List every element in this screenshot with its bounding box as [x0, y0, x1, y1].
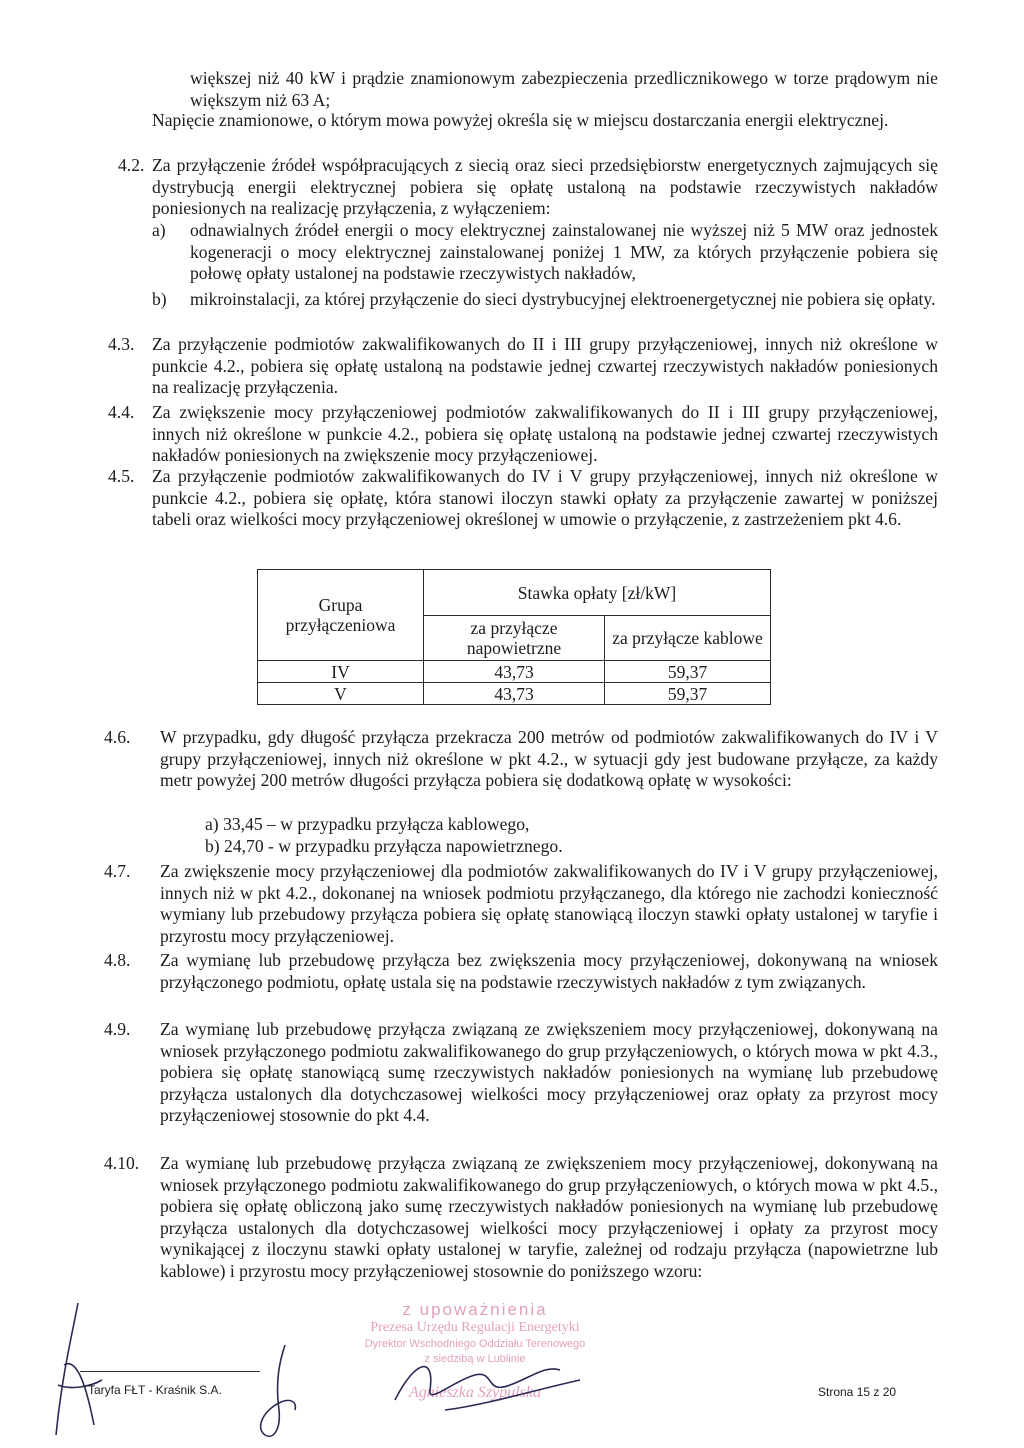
section-4-6-item-a: a) 33,45 – w przypadku przyłącza kablowego, — [205, 814, 530, 834]
list-label-b: b) — [152, 289, 167, 309]
section-number: 4.9. — [104, 1019, 131, 1039]
rate-header: Stawka opłaty [zł/kW] — [424, 570, 771, 616]
section-number: 4.8. — [104, 950, 131, 970]
section-4-8-text: Za wymianę lub przebudowę przyłącza bez zwiększenia mocy przyłączeniowej, dokonywaną na wniosek przyłączonego podmiotu, opłatę ustala się na podstawie rzeczywistych nakładów z tym związanych. — [160, 950, 938, 992]
cable-rate-cell: 59,37 — [605, 661, 771, 683]
section-number: 4.6. — [104, 727, 131, 747]
section-4-2-item-a: odnawialnych źródeł energii o mocy elektrycznej zainstalowanej nie wyższej niż 5 MW oraz jednostek kogeneracji o mocy elektrycznej zainstalowanej poniżej 1 MW, za których przyłączenie pobiera się połowę opłaty ustalonej na podstawie rzeczywistych nakładów, — [190, 220, 938, 283]
section-number: 4.4. — [108, 402, 135, 422]
handwritten-signature-left — [50, 1295, 110, 1445]
section-number: 4.3. — [108, 334, 135, 354]
section-number: 4.10. — [104, 1153, 140, 1173]
section-4-10-text: Za wymianę lub przebudowę przyłącza związaną ze zwiększeniem mocy przyłączeniowej, dokonywaną na wniosek przyłączonego podmiotu zakwalifikowanego do grup przyłączeniowych, o których mowa w pkt 4.5., pobiera się opłatę obliczoną jako sumę rzeczywistych nakładów poniesionych na wymianę lub przebudowę przyłącza ustalonych dla dotychczasowej wielkości mocy przyłączeniowej i opłaty za przyrost mocy wynikającej z iloczynu stawki opłaty ustalonej w taryfie, zależnej od rodzaju przyłącza (napowietrzne lub kablowe) i przyrostu mocy przyłączeniowej stosownie do poniższego wzoru: — [160, 1153, 938, 1281]
stamp-line: Dyrektor Wschodniego Oddziału Terenowego — [364, 1338, 586, 1350]
handwritten-signature-right — [385, 1350, 585, 1415]
section-4-2-item-b: mikroinstalacji, za której przyłączenie do sieci dystrybucyjnej elektroenergetycznej nie pobiera się opłaty. — [190, 289, 936, 309]
section-4-5-text: Za przyłączenie podmiotów zakwalifikowanych do IV i V grupy przyłączeniowej, innych niż określone w punkcie 4.2., pobiera się opłatę, która stanowi iloczyn stawki opłaty za przyłączenie zawartej w poniższej tabeli oraz wielkości mocy przyłączeniowej określonej w umowie o przyłączenie, z zastrzeżeniem pkt 4.6. — [152, 466, 938, 529]
intro-voltage-note: Napięcie znamionowe, o którym mowa powyżej określa się w miejscu dostarczania energii elektrycznej. — [152, 110, 889, 130]
list-label-a: a) — [152, 220, 166, 240]
col-overhead-header: za przyłącze napowietrzne — [424, 616, 605, 661]
footer-rule — [80, 1371, 260, 1372]
handwritten-initials — [245, 1340, 305, 1445]
section-number: 4.2. — [118, 155, 145, 175]
table-row — [258, 683, 771, 705]
section-4-2-text: Za przyłączenie źródeł współpracujących z siecią oraz sieci przedsiębiorstw energetycznych zajmujących się dystrybucją energii elektrycznej pobiera się opłatę ustaloną na podstawie rzeczywistych nakładów poniesionych na realizację przyłączenia, z wyłączeniem: — [152, 155, 938, 218]
group-cell: V — [258, 683, 424, 705]
rate-table — [257, 569, 771, 705]
section-number: 4.7. — [104, 861, 131, 881]
section-4-3-text: Za przyłączenie podmiotów zakwalifikowanych do II i III grupy przyłączeniowej, innych niż określone w punkcie 4.2., pobiera się opłatę ustaloną na podstawie jednej czwartej rzeczywistych nakładów poniesionych na realizację przyłączenia. — [152, 334, 938, 397]
section-4-6-text: W przypadku, gdy długość przyłącza przekracza 200 metrów od podmiotów zakwalifikowanych do IV i V grupy przyłączeniowej, innych niż określone w pkt 4.2., w sytuacji gdy jest budowane przyłącze, za każdy metr powyżej 200 metrów długości przyłącza pobiera się dodatkową opłatę w wysokości: — [160, 727, 938, 790]
section-4-4-text: Za zwiększenie mocy przyłączeniowej podmiotów zakwalifikowanych do II i III grupy przyłączeniowej, innych niż określone w punkcie 4.2., pobiera się opłatę ustaloną na podstawie jednej czwartej rzeczywistych nakładów poniesionych na zwiększenie mocy przyłączeniowej. — [152, 402, 938, 465]
section-4-6-item-b: b) 24,70 - w przypadku przyłącza napowietrznego. — [205, 836, 563, 856]
table-row — [258, 661, 771, 683]
group-header: Grupa przyłączeniowa — [258, 570, 424, 661]
group-cell: IV — [258, 661, 424, 683]
col-cable-header: za przyłącze kablowe — [605, 616, 771, 661]
section-number: 4.5. — [108, 466, 135, 486]
section-4-9-text: Za wymianę lub przebudowę przyłącza związaną ze zwiększeniem mocy przyłączeniowej, dokonywaną na wniosek przyłączonego podmiotu zakwalifikowanego do grup przyłączeniowych, o których mowa w pkt 4.3., pobiera się opłatę stanowiącą sumę rzeczywistych nakładów poniesionych na wymianę lub przebudowę przyłącza ustalonych dla dotychczasowej wielkości mocy przyłączeniowej oraz opłaty za przyrost mocy przyłączeniowej stosownie do pkt 4.4. — [160, 1019, 938, 1125]
stamp-line: z siedzibą w Lublinie — [424, 1353, 526, 1365]
cable-rate-cell: 59,37 — [605, 683, 771, 705]
footer-tariff-name: Taryfa FŁT - Kraśnik S.A. — [88, 1383, 222, 1397]
intro-continuation: większej niż 40 kW i prądzie znamionowym zabezpieczenia przedlicznikowego w torze prądowym nie większym niż 63 A; — [190, 68, 938, 110]
stamp-line: Prezesa Urzędu Regulacji Energetyki — [370, 1320, 580, 1335]
overhead-rate-cell: 43,73 — [424, 683, 605, 705]
stamp-line: z upoważnienia — [402, 1300, 548, 1319]
stamp-name: Agnieszka Szypulska — [409, 1384, 541, 1401]
overhead-rate-cell: 43,73 — [424, 661, 605, 683]
section-4-7-text: Za zwiększenie mocy przyłączeniowej dla podmiotów zakwalifikowanych do IV i V grupy przyłączeniowej, innych niż w pkt 4.2., dokonanej na wniosek podmiotu przyłączanego, dla którego nie zachodzi konieczność wymiany lub przebudowy przyłącza pobiera się opłatę stanowiącą iloczyn stawki opłaty ustalonej w taryfie i przyrostu mocy przyłączeniowej. — [160, 861, 938, 946]
page-number: Strona 15 z 20 — [818, 1385, 897, 1399]
